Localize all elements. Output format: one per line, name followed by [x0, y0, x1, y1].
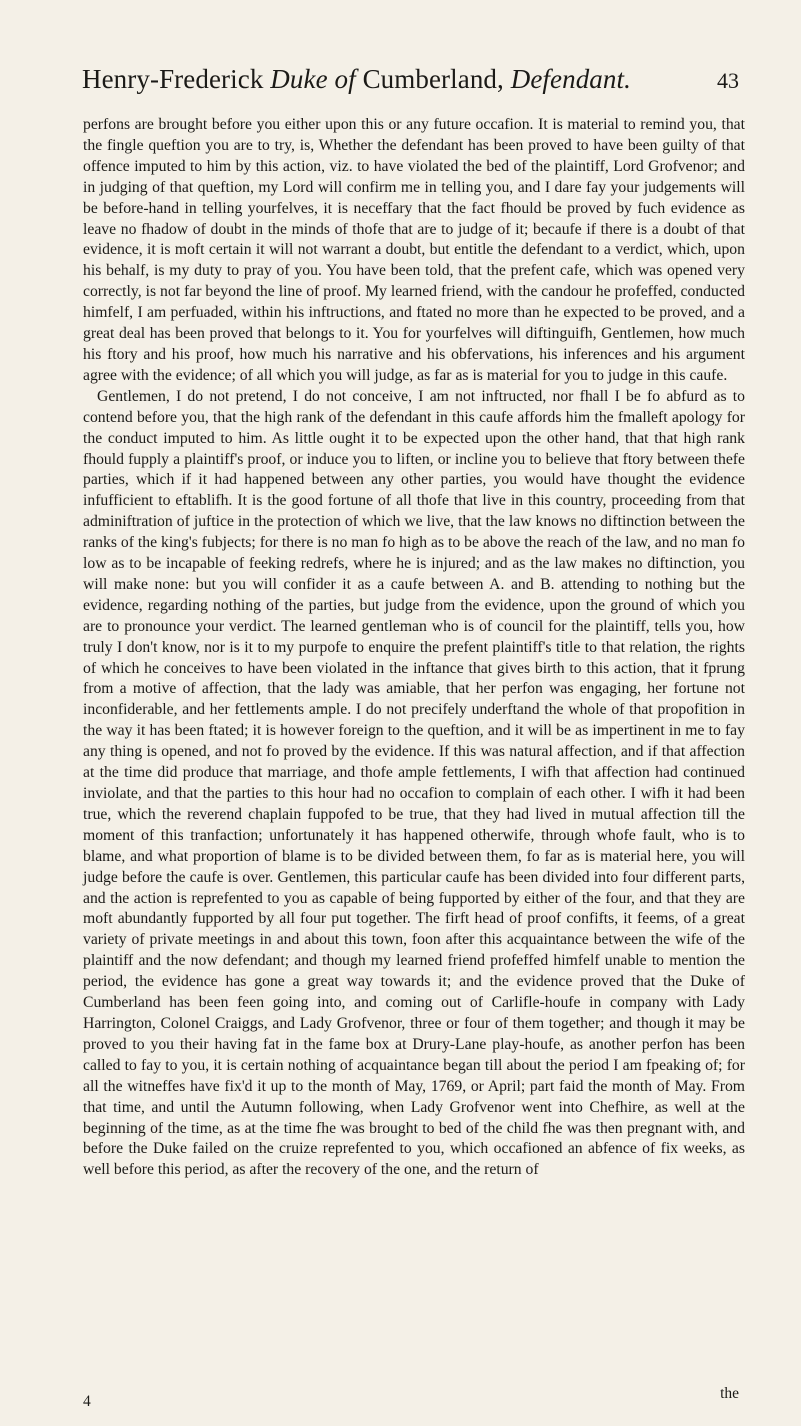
paragraph-2: Gentlemen, I do not pretend, I do not conceive, I am not inftructed, nor fhall I be fo abfurd as to contend before you, that the high rank of the defendant in this caufe affords him the fmalleft apology for the conduct imputed to him. As little ought it to be expected upon the other hand, that that high rank fhould fupply a plaintiff's proof, or induce you to liften, or incline you to believe that ftory between thefe parties, which if it had happened between any other parties, you would have thought the evidence infufficient to eftablifh. It is the good fortune of all thofe that live in this country, proceeding from that adminiftration of juftice in the protection of which we live, that the law knows no diftinction between the ranks of the king's fubjects; for there is no man fo high as to be above the reach of the law, and no man fo low as to be incapable of feeking redrefs, where he is injured; and as the law makes no diftinction, you will make none: but you will confider it as a caufe between A. and B. attending to nothing but the evidence, regarding nothing of the parties, but judge from the evidence, upon the ground of which you are to pronounce your verdict. The learned gentleman who is of council for the plaintiff, tells you, how truly I don't know, nor is it to my purpofe to enquire the prefent plaintiff's title to that relation, the rights of which he conceives to have been violated in the inftance that gives birth to this action, that it fprung from a motive of affection, that the lady was amiable, that her perfon was engaging, her fortune not inconfiderable, and her fettlements ample. I do not precifely underftand the whole of that propofition in the way it has been ftated; it is however foreign to the queftion, and it will be as impertinent in me to fay any thing is opened, and not fo proved by the evidence. If this was natural affection, and if that affection at the time did produce that marriage, and thofe ample fettlements, I wifh that affection had continued inviolate, and that the parties to this hour had no occafion to complain of each other. I wifh it had been true, which the reverend chaplain fuppofed to be true, that they had lived in mutual affection till the moment of this tranfaction; unfortunately it has happened otherwife, through whofe fault, who is to blame, and what proportion of blame is to be divided between them, fo far as is material here, you will judge before the caufe is over. Gentlemen, this particular caufe has been divided into four different parts, and the action is reprefented to you as capable of being fupported by either of the four, and that they are moft abundantly fupported by all four put together. The firft head of proof confifts, it feems, of a great variety of private meetings in and about this town, foon after this acquaintance between the wife of the plaintiff and the now defendant; and though my learned friend profeffed himfelf unable to mention the period, the evidence has gone a great way towards it; and the evidence proved that the Duke of Cumberland has been feen going into, and coming out of Carlifle-houfe in company with Lady Harrington, Colonel Craiggs, and Lady Grofvenor, three or four of them together; and though it may be proved to you their having fat in the fame box at Drury-Lane play-houfe, as another perfon has been called to fay to you, it is certain nothing of acquaintance began till about the period I am fpeaking of; for all the witneffes have fix'd it up to the month of May, 1769, or April; part faid the month of May. From that time, and until the Autumn following, when Lady Grofvenor went into Chefhire, as well at the beginning of the time, as at the time fhe was brought to bed of the child fhe was then pregnant with, and before the Duke failed on the cruize reprefented to you, which occafioned an abfence of fix weeks, as well before this period, as after the recovery of the one, and the return of [83, 387, 745, 1179]
catchword: the [720, 1385, 739, 1402]
running-head [82, 64, 732, 94]
paragraph-1: perfons are brought before you either upon this or any future occafion. It is material to remind you, that the fingle queftion you are to try, is, Whether the defendant has been proved to have been guilty of that offence imputed to him by this action, viz. to have violated the bed of the plaintiff, Lord Grofvenor; and in judging of that queftion, my Lord will confirm me in telling you, and I dare fay your judgements will be before-hand in telling yourfelves, it is neceffary that the fact fhould be proved by fuch evidence as leave no fhadow of doubt in the minds of thofe that are to judge of it; becaufe if there is a doubt of that evidence, it is moft certain it will not warrant a doubt, but entitle the defendant to a verdict, which, upon his behalf, is my duty to pray of you. You have been told, that the prefent cafe, which was opened very correctly, is not far beyond the line of proof. My learned friend, with the candour he profeffed, conducted himfelf, I am perfuaded, within his inftructions, and ftated no more than he expected to be proved, and a great deal has been proved that belongs to it. You for yourfelves will diftinguifh, Gentlemen, how much his ftory and his proof, how much his narrative and his obfervations, his inferences and his argument agree with the evidence; of all which you will judge, as far as is material for you to judge in this caufe. [83, 116, 745, 384]
signature-mark: 4 [83, 1393, 91, 1410]
running-head-defendant: Defendant. [510, 64, 631, 94]
running-head-duke: Duke [270, 64, 328, 94]
running-head-of: of [327, 64, 363, 94]
body-text [83, 115, 745, 1181]
running-head-cumberland: Cumberland, [362, 64, 511, 94]
running-head-start: Henry-Frederick [82, 64, 271, 94]
page-footer [83, 1385, 745, 1414]
page-number: 43 [717, 68, 739, 93]
